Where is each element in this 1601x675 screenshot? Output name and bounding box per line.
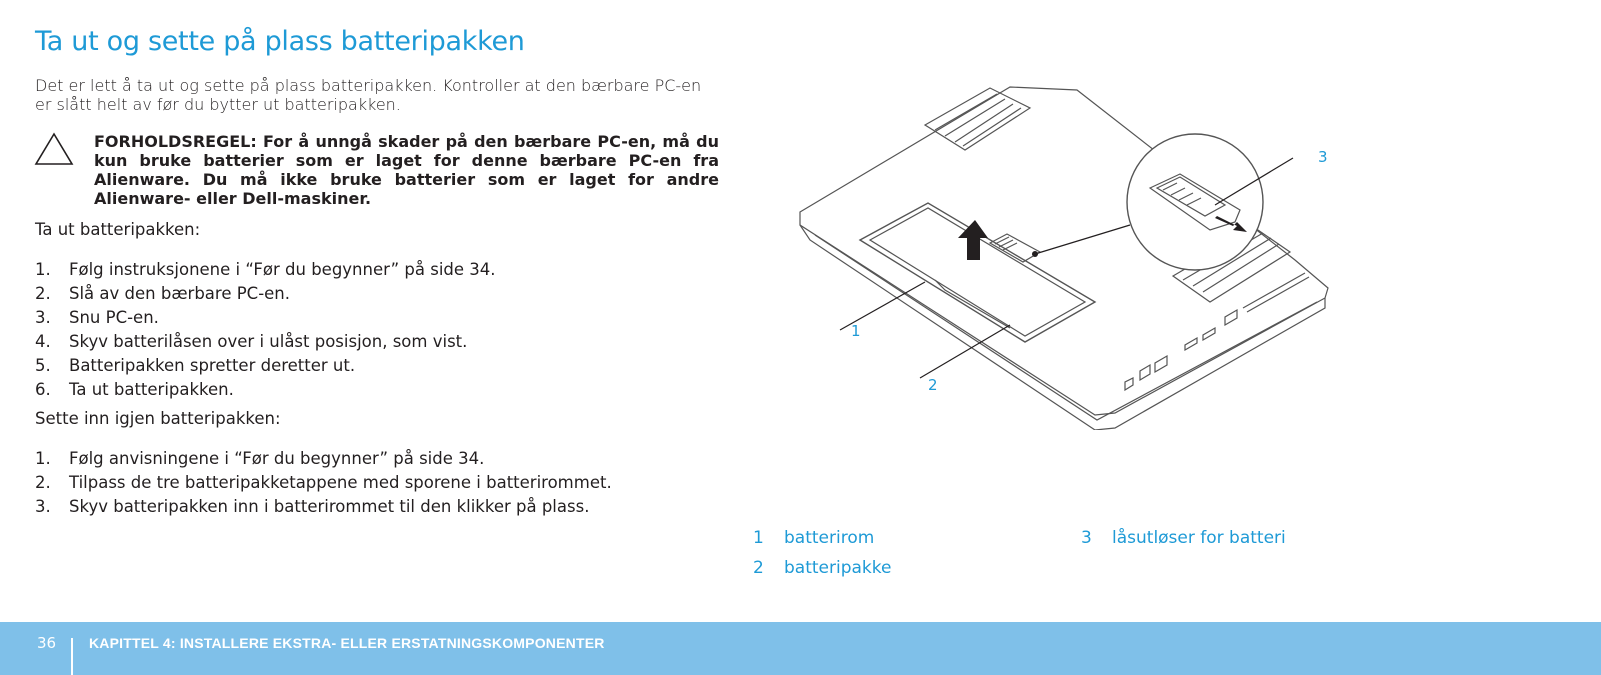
callout-number: 1 bbox=[851, 322, 861, 340]
legend-number: 3 bbox=[1081, 528, 1092, 548]
step-number: 1. bbox=[35, 449, 51, 468]
legend-item bbox=[753, 558, 891, 578]
step-number: 4. bbox=[35, 332, 51, 351]
step-text: Snu PC-en. bbox=[69, 308, 159, 327]
caution-text: FORHOLDSREGEL: For å unngå skader på den bærbare PC-en, må du kun bruke batterier som er laget for denne bærbare PC-en fra Alienware. Du må ikke bruke batterier som er laget for andre Alienware- eller Dell-maskiner. bbox=[94, 132, 719, 208]
list-item bbox=[35, 448, 612, 472]
remove-steps-list bbox=[35, 259, 496, 403]
step-number: 2. bbox=[35, 473, 51, 492]
list-item bbox=[35, 307, 496, 331]
list-item bbox=[35, 496, 612, 520]
callout-number: 2 bbox=[928, 376, 938, 394]
page-footer bbox=[0, 622, 1601, 675]
step-number: 3. bbox=[35, 497, 51, 516]
legend-item bbox=[753, 528, 874, 548]
list-item bbox=[35, 472, 612, 496]
laptop-battery-illustration bbox=[785, 80, 1365, 430]
step-number: 5. bbox=[35, 356, 51, 375]
step-number: 1. bbox=[35, 260, 51, 279]
step-number: 6. bbox=[35, 380, 51, 399]
step-text: Batteripakken spretter deretter ut. bbox=[69, 356, 356, 375]
list-item bbox=[35, 379, 496, 403]
replace-steps-list bbox=[35, 448, 612, 520]
remove-heading: Ta ut batteripakken: bbox=[35, 220, 201, 239]
step-text: Tilpass de tre batteripakketappene med sporene i batterirommet. bbox=[69, 473, 612, 492]
legend-item bbox=[1081, 528, 1286, 548]
footer-divider bbox=[71, 638, 73, 675]
legend-number: 2 bbox=[753, 558, 764, 578]
step-text: Følg instruksjonene i “Før du begynner” på side 34. bbox=[69, 260, 496, 279]
step-text: Følg anvisningene i “Før du begynner” på side 34. bbox=[69, 449, 485, 468]
list-item bbox=[35, 283, 496, 307]
intro-paragraph: Det er lett å ta ut og sette på plass batteripakken. Kontroller at den bærbare PC-en er slått helt av før du bytter ut batteripakken. bbox=[35, 76, 702, 114]
chapter-title: KAPITTEL 4: INSTALLERE EKSTRA- ELLER ERSTATNINGSKOMPONENTER bbox=[89, 635, 605, 651]
step-text: Slå av den bærbare PC-en. bbox=[69, 284, 291, 303]
legend-label: batteripakke bbox=[784, 558, 892, 578]
callout-number: 3 bbox=[1318, 148, 1328, 166]
list-item bbox=[35, 331, 496, 355]
page-title: Ta ut og sette på plass batteripakken bbox=[35, 26, 525, 57]
list-item bbox=[35, 259, 496, 283]
caution-notice bbox=[34, 132, 724, 212]
page-number: 36 bbox=[37, 634, 57, 652]
step-number: 3. bbox=[35, 308, 51, 327]
legend-label: batterirom bbox=[784, 528, 875, 548]
replace-heading: Sette inn igjen batteripakken: bbox=[35, 409, 281, 428]
legend-label: låsutløser for batteri bbox=[1112, 528, 1286, 548]
step-text: Ta ut batteripakken. bbox=[69, 380, 234, 399]
legend-number: 1 bbox=[753, 528, 764, 548]
caution-triangle-icon bbox=[34, 132, 74, 166]
step-number: 2. bbox=[35, 284, 51, 303]
list-item bbox=[35, 355, 496, 379]
step-text: Skyv batterilåsen over i ulåst posisjon, som vist. bbox=[69, 332, 468, 351]
step-text: Skyv batteripakken inn i batterirommet til den klikker på plass. bbox=[69, 497, 590, 516]
